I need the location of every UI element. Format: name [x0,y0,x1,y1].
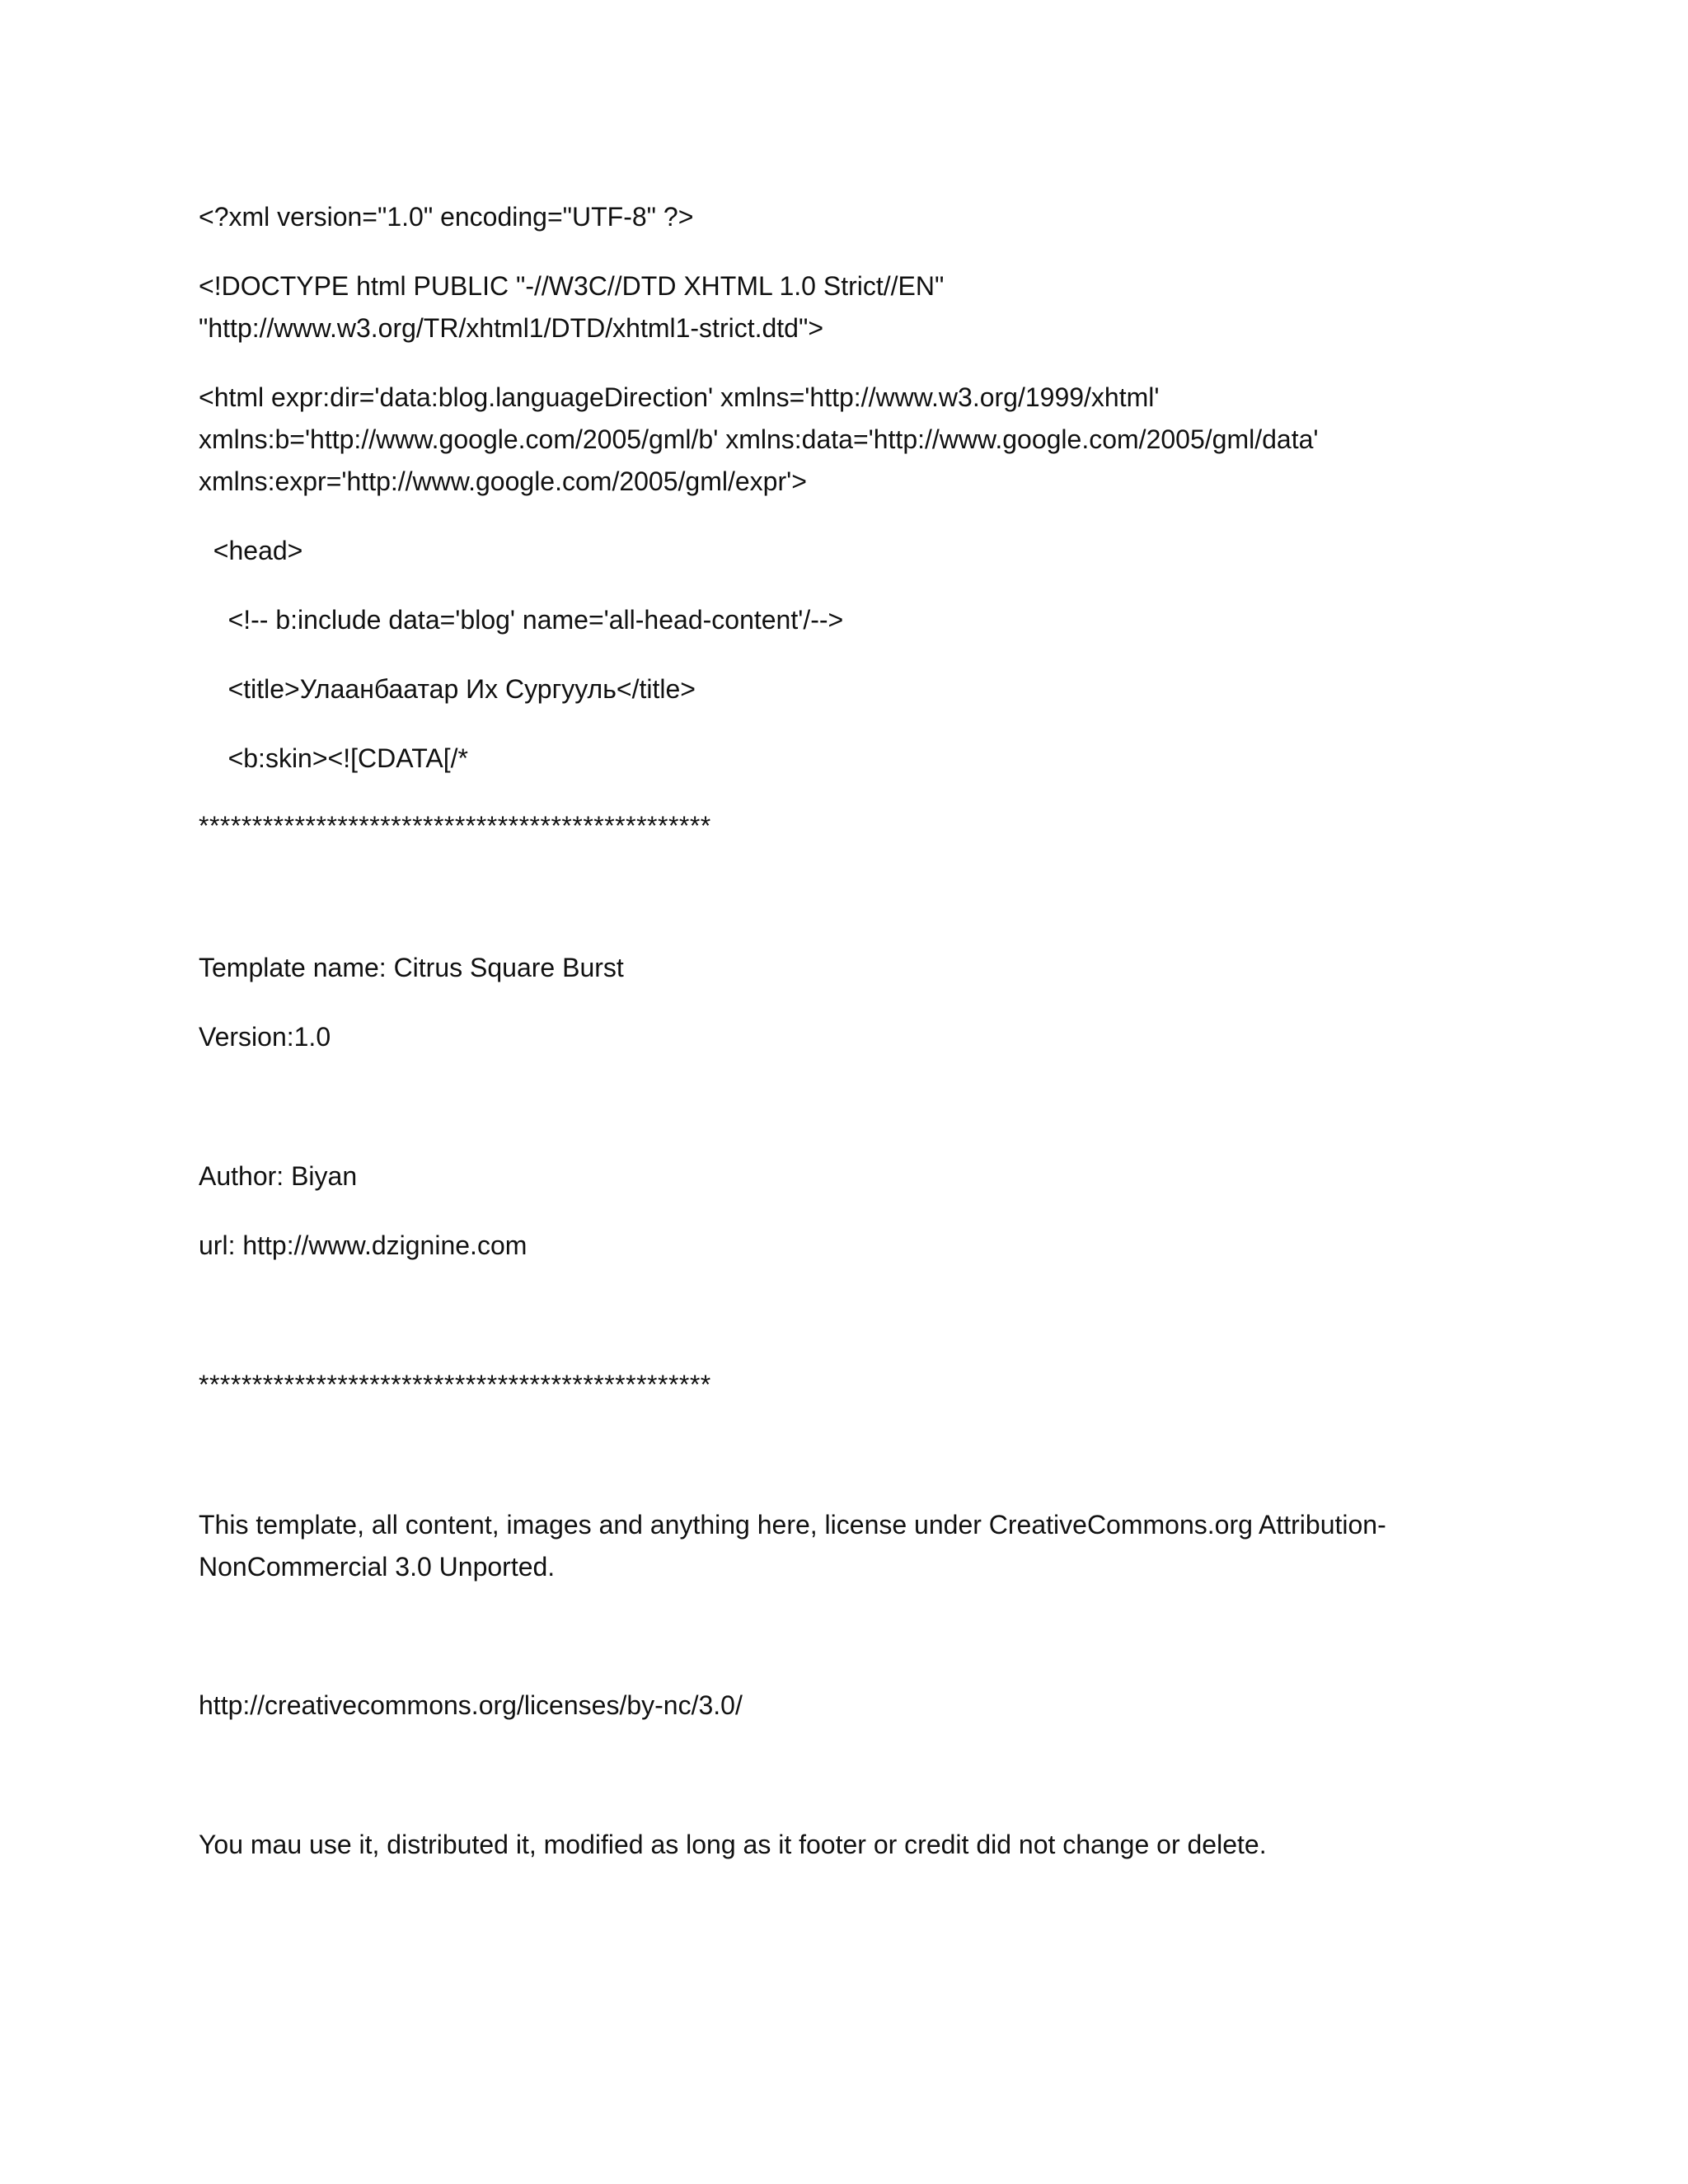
doctype-line-1: <!DOCTYPE html PUBLIC "-//W3C//DTD XHTML 1.0 Strict//EN" [199,271,945,301]
template-name-line: Template name: Citrus Square Burst [199,953,624,982]
include-comment-line: <!-- b:include data='blog' name='all-head-content'/--> [199,605,844,635]
separator-line-top: ************************************************ [199,811,711,841]
html-tag-line-2: xmlns:b='http://www.google.com/2005/gml/b' xmlns:data='http://www.google.com/2005/gml/data' [199,424,1319,454]
head-open-line: <head> [199,536,303,565]
html-tag-line-3: xmlns:expr='http://www.google.com/2005/gml/expr'> [199,466,807,496]
license-line-1: This template, all content, images and anything here, license under CreativeCommons.org Attribution- [199,1510,1386,1540]
xml-declaration-line: <?xml version="1.0" encoding="UTF-8" ?> [199,202,694,232]
author-line: Author: Biyan [199,1161,358,1191]
usage-note-line: You mau use it, distributed it, modified as long as it footer or credit did not change or delete. [199,1830,1267,1859]
title-line: <title>Улаанбаатар Их Сургууль</title> [199,674,696,704]
version-line: Version:1.0 [199,1022,331,1052]
license-url-line: http://creativecommons.org/licenses/by-nc/3.0/ [199,1690,743,1720]
url-line: url: http://www.dzignine.com [199,1230,528,1260]
license-line-2: NonCommercial 3.0 Unported. [199,1552,556,1582]
skin-open-line: <b:skin><![CDATA[/* [199,743,468,773]
doctype-line-2: "http://www.w3.org/TR/xhtml1/DTD/xhtml1-strict.dtd"> [199,313,824,343]
separator-line-bottom: ************************************************ [199,1370,711,1399]
html-tag-line-1: <html expr:dir='data:blog.languageDirection' xmlns='http://www.w3.org/1999/xhtml' [199,382,1160,412]
